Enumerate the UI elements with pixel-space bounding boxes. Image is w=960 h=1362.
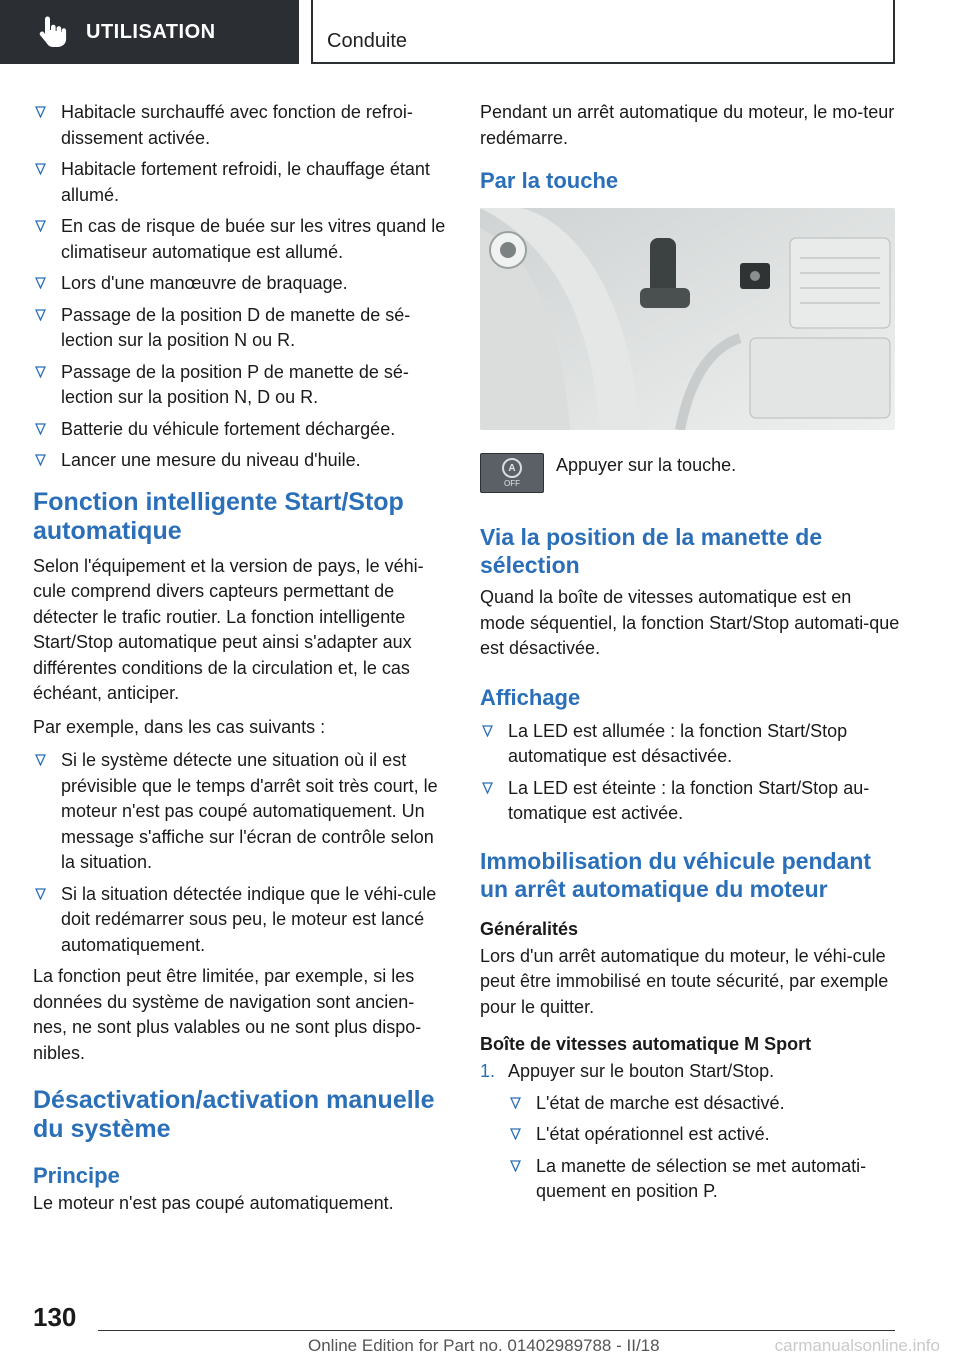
- display-list: [480, 719, 900, 827]
- heading-principe: Principe: [33, 1163, 120, 1188]
- triangle-bullet-icon: [35, 163, 46, 175]
- triangle-bullet-icon: [35, 454, 46, 466]
- list-item: L'état opérationnel est activé.: [508, 1122, 900, 1148]
- heading-via-manette: Via la position de la manette de sélection: [480, 524, 823, 578]
- triangle-bullet-icon: [35, 220, 46, 232]
- triangle-bullet-icon: [35, 309, 46, 321]
- button-caption-row: [480, 453, 900, 493]
- chapter-title: Conduite: [327, 30, 408, 52]
- list-item: Lors d'une manœuvre de braquage.: [33, 271, 448, 297]
- heading-boite-m-sport: Boîte de vitesses automatique M Sport: [480, 1034, 812, 1054]
- triangle-bullet-icon: [35, 888, 46, 900]
- heading-par-la-touche: Par la touche: [480, 168, 619, 193]
- button-caption: Appuyer sur la touche.: [556, 455, 737, 475]
- triangle-bullet-icon: [35, 754, 46, 766]
- section-title: UTILISATION: [86, 20, 216, 43]
- footer-edition: Online Edition for Part no. 01402989788 - II/18: [308, 1336, 660, 1355]
- heading-manual-deactivation: Désactivation/activation manuelle du système: [33, 1086, 435, 1143]
- left-column: [33, 100, 448, 1217]
- start-stop-off-button-icon: A OFF: [480, 453, 544, 493]
- page-number: 130: [33, 1302, 77, 1332]
- steps-list: [480, 1059, 900, 1085]
- heading-intelligent-start-stop: Fonction intelligente Start/Stop automatique: [33, 487, 404, 545]
- heading-immobilisation: Immobilisation du véhicule pendant un arrêt automatique du moteur: [480, 847, 872, 902]
- triangle-bullet-icon: [510, 1160, 521, 1172]
- list-item: Si la situation détectée indique que le véhi-cule doit redémarrer sous peu, le moteur est lancé automatiquement.: [33, 882, 448, 959]
- heading-affichage: Affichage: [480, 684, 581, 710]
- list-item: En cas de risque de buée sur les vitres quand le climatiseur automatique est allumé.: [33, 214, 448, 265]
- triangle-bullet-icon: [35, 423, 46, 435]
- section-tab: [0, 0, 299, 64]
- paragraph: La fonction peut être limitée, par exemple, si les données du système de navigation sont ancien-nes, ne sont plus valables ou ne sont plus dispo-nibles.: [33, 966, 422, 1063]
- list-item: Habitacle fortement refroidi, le chauffage étant allumé.: [33, 157, 448, 208]
- steering-wheel-photo: [480, 208, 895, 430]
- triangle-bullet-icon: [35, 366, 46, 378]
- list-item: La LED est éteinte : la fonction Start/Stop au-tomatique est activée.: [480, 776, 900, 827]
- list-item: Lancer une mesure du niveau d'huile.: [33, 448, 448, 474]
- list-item: Si le système détecte une situation où il est prévisible que le temps d'arrêt soit très court, le moteur n'est pas coupé automatiquement. Un message s'affiche sur l'écran de contrôle selon la situation.: [33, 748, 448, 876]
- conditions-list: [33, 100, 448, 474]
- triangle-bullet-icon: [35, 106, 46, 118]
- hand-pointer-icon: [34, 15, 68, 49]
- triangle-bullet-icon: [482, 782, 493, 794]
- page-header: [0, 0, 960, 64]
- footer-divider: [98, 1330, 895, 1331]
- paragraph: Par exemple, dans les cas suivants :: [33, 716, 326, 737]
- list-item: Passage de la position P de manette de sé-lection sur la position N, D ou R.: [33, 360, 448, 411]
- triangle-bullet-icon: [482, 725, 493, 737]
- heading-generalites: Généralités: [480, 918, 579, 939]
- list-item: L'état de marche est désactivé.: [508, 1091, 900, 1117]
- watermark: carmanualsonline.info: [774, 1336, 940, 1355]
- cases-list: [33, 748, 448, 958]
- list-item: Batterie du véhicule fortement déchargée.: [33, 417, 448, 443]
- list-item: Habitacle surchauffé avec fonction de refroi-dissement activée.: [33, 100, 448, 151]
- triangle-bullet-icon: [510, 1097, 521, 1109]
- list-item: 1. Appuyer sur le bouton Start/Stop.: [480, 1061, 775, 1081]
- paragraph: Le moteur n'est pas coupé automatiquement.: [33, 1193, 394, 1213]
- triangle-bullet-icon: [35, 277, 46, 289]
- chapter-tab: [311, 0, 895, 64]
- paragraph: Quand la boîte de vitesses automatique est en mode séquentiel, la fonction Start/Stop automati-que est désactivée.: [480, 587, 900, 658]
- paragraph: Lors d'un arrêt automatique du moteur, le véhi-cule peut être immobilisé en toute sécurité, par exemple pour le quitter.: [480, 945, 889, 1017]
- right-column: [480, 100, 900, 1211]
- triangle-bullet-icon: [510, 1128, 521, 1140]
- list-item: Passage de la position D de manette de sé-lection sur la position N ou R.: [33, 303, 448, 354]
- paragraph: Selon l'équipement et la version de pays, le véhi-cule comprend divers capteurs permettant de détecter le trafic routier. La fonction intelligente Start/Stop automatique peut ainsi s'adapter aux différentes conditions de la circulation et, le cas échéant, anticiper.: [33, 555, 424, 703]
- list-item: La LED est allumée : la fonction Start/Stop automatique est désactivée.: [480, 719, 900, 770]
- step-result-list: [480, 1091, 900, 1205]
- paragraph: Pendant un arrêt automatique du moteur, le mo-teur redémarre.: [480, 102, 895, 148]
- list-item: La manette de sélection se met automati-quement en position P.: [508, 1154, 900, 1205]
